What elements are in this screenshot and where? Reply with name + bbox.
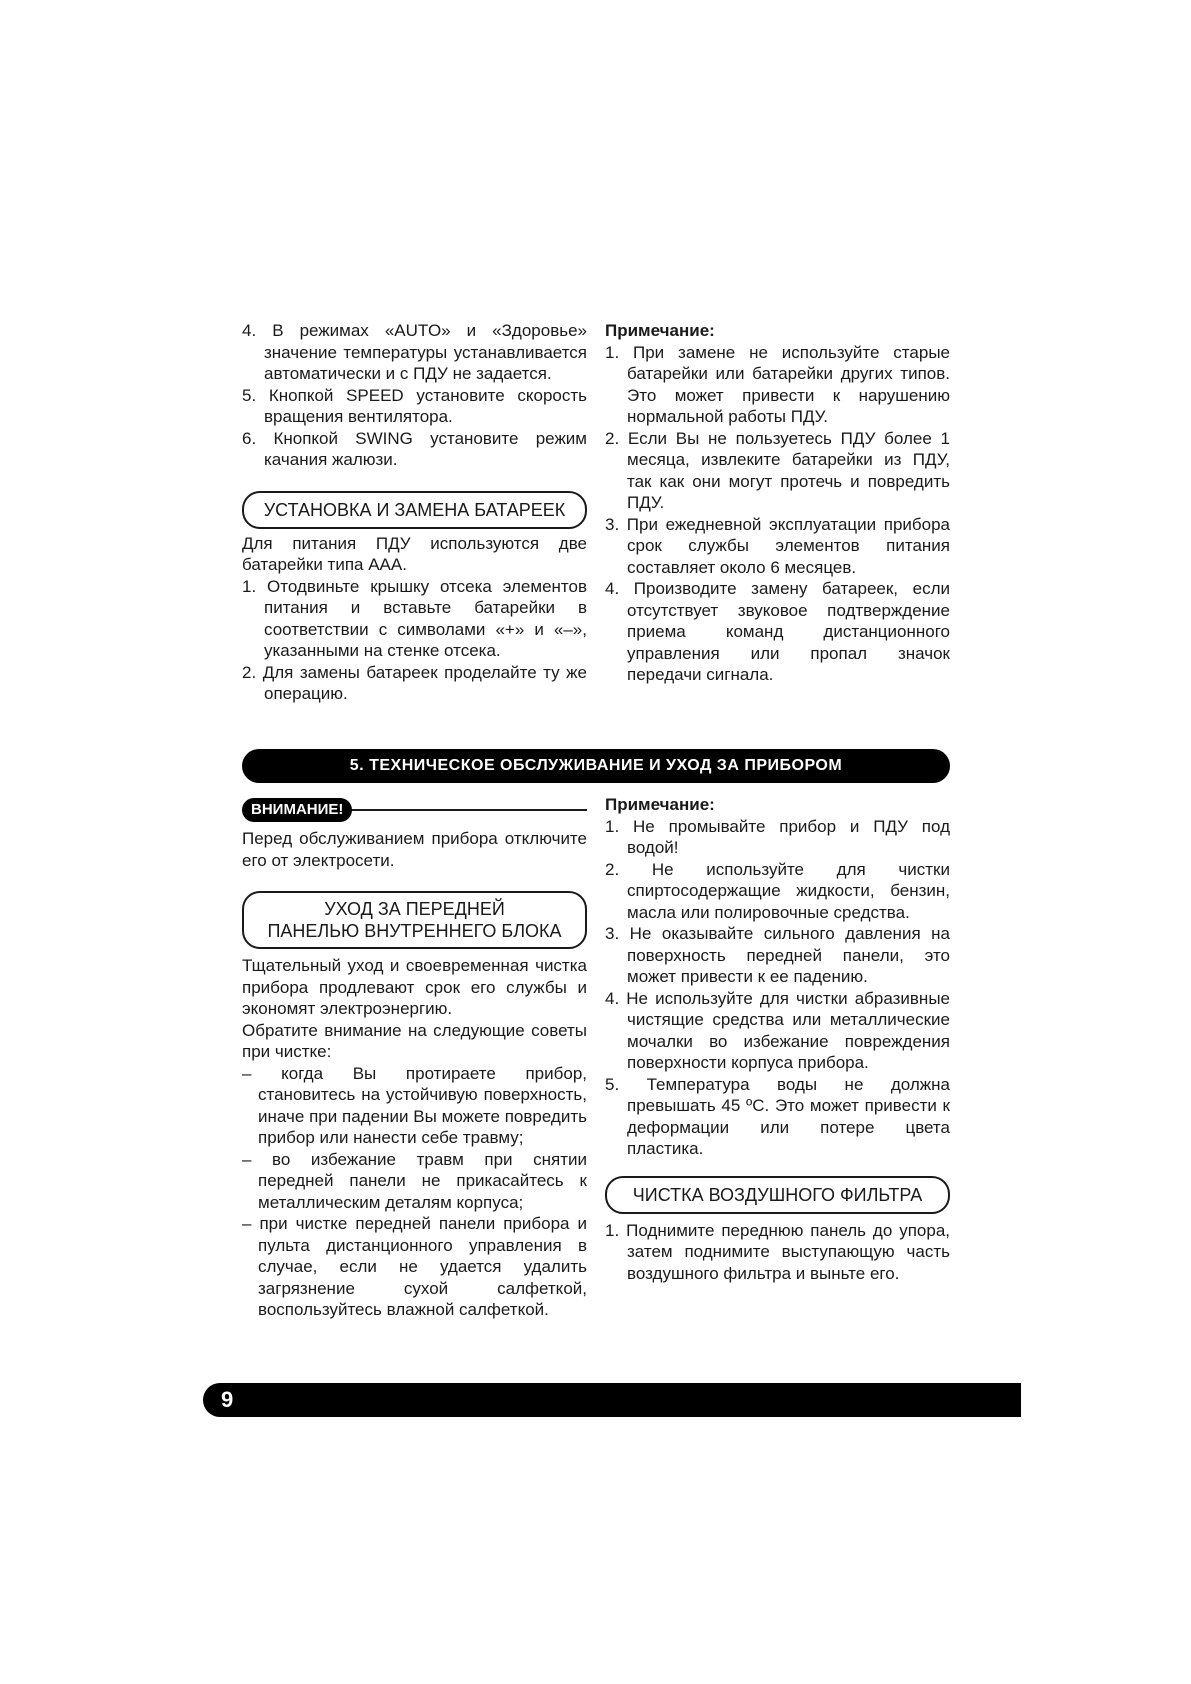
attention-badge: ВНИМАНИЕ! [242, 798, 352, 822]
note-title: Примечание: [605, 321, 715, 340]
list-item: – когда Вы протираете прибор, становитесь на устойчивую поверхность, иначе при падении Вы можете повредить прибор или нанести себе травму; [242, 1063, 587, 1147]
bottom-left-column [242, 798, 587, 1321]
battery-intro: Для питания ПДУ используются две батарейки типа ААА. [242, 533, 587, 574]
list-item: 2. Не используйте для чистки спиртосодержащие жидкости, бензин, масла или полировочные средства. [605, 859, 950, 922]
list-item: – при чистке передней панели прибора и пульта дистанционного управления в случае, если не удается удалить загрязнение сухой салфеткой, воспользуйтесь влажной салфеткой. [242, 1214, 587, 1319]
battery-heading: УСТАНОВКА И ЗАМЕНА БАТАРЕЕК [242, 491, 587, 529]
list-item: 1. Отодвиньте крышку отсека элементов питания и вставьте батарейки в соответствии с символами «+» и «–», указанными на стенке отсека. [242, 576, 587, 660]
note-title: Примечание: [605, 795, 715, 814]
list-item: 5. Температура воды не должна превышать 45 ºС. Это может привести к деформации или потере цвета пластика. [605, 1074, 950, 1158]
page-number: 9 [221, 1387, 234, 1412]
footer-bar [203, 1383, 1021, 1417]
list-item: 1. Не промывайте прибор и ПДУ под водой! [605, 816, 950, 857]
list-item: 3. При ежедневной эксплуатации прибора срок службы элементов питания составляет около 6 месяцев. [605, 514, 950, 577]
list-item: 2. Для замены батареек проделайте ту же операцию. [242, 662, 587, 703]
attention-header [242, 798, 587, 822]
section-heading-band: 5. ТЕХНИЧЕСКОЕ ОБСЛУЖИВАНИЕ И УХОД ЗА ПРИБОРОМ [242, 749, 950, 783]
top-right-column [605, 320, 950, 686]
top-left-column [242, 320, 587, 705]
list-item: 1. При замене не используйте старые батарейки или батарейки других типов. Это может привести к нарушению нормальной работы ПДУ. [605, 342, 950, 426]
list-item: – во избежание травм при снятии передней панели не прикасайтесь к металлическим деталям корпуса; [242, 1149, 587, 1212]
list-item: 1. Поднимите переднюю панель до упора, затем поднимите выступающую часть воздушного фильтра и выньте его. [605, 1220, 950, 1283]
attention-text: Перед обслуживанием прибора отключите его от электросети. [242, 829, 587, 870]
panel-intro: Тщательный уход и своевременная чистка прибора продлевают срок его службы и экономят электроэнергию. [242, 956, 587, 1018]
list-item: 3. Не оказывайте сильного давления на поверхность передней панели, это может привести к ее падению. [605, 924, 950, 986]
filter-heading: ЧИСТКА ВОЗДУШНОГО ФИЛЬТРА [605, 1176, 950, 1214]
panel-heading-line2: ПАНЕЛЬЮ ВНУТРЕННЕГО БЛОКА [267, 921, 562, 941]
list-item: 4. Производите замену батареек, если отсутствует звуковое подтверждение приема команд дистанционного управления или пропал значок передачи сигнала. [605, 579, 950, 684]
panel-tips-intro: Обратите внимание на следующие советы при чистке: [242, 1020, 587, 1061]
list-item: 4. Не используйте для чистки абразивные чистящие средства или металлические мочалки во избежание повреждения поверхности корпуса прибора. [605, 988, 950, 1072]
divider [352, 809, 587, 811]
panel-heading-line1: УХОД ЗА ПЕРЕДНЕЙ [324, 899, 505, 919]
list-item: 5. Кнопкой SPEED установите скорость вращения вентилятора. [242, 385, 587, 426]
bottom-right-column [605, 794, 950, 1284]
panel-care-heading [242, 891, 587, 949]
list-item: 2. Если Вы не пользуетесь ПДУ более 1 месяца, извлеките батарейки из ПДУ, так как они могут протечь и повредить ПДУ. [605, 428, 950, 512]
list-item: 6. Кнопкой SWING установите режим качания жалюзи. [242, 428, 587, 469]
list-item: 4. В режимах «AUTO» и «Здоровье» значение температуры устанавливается автоматически и с ПДУ не задается. [242, 321, 587, 383]
